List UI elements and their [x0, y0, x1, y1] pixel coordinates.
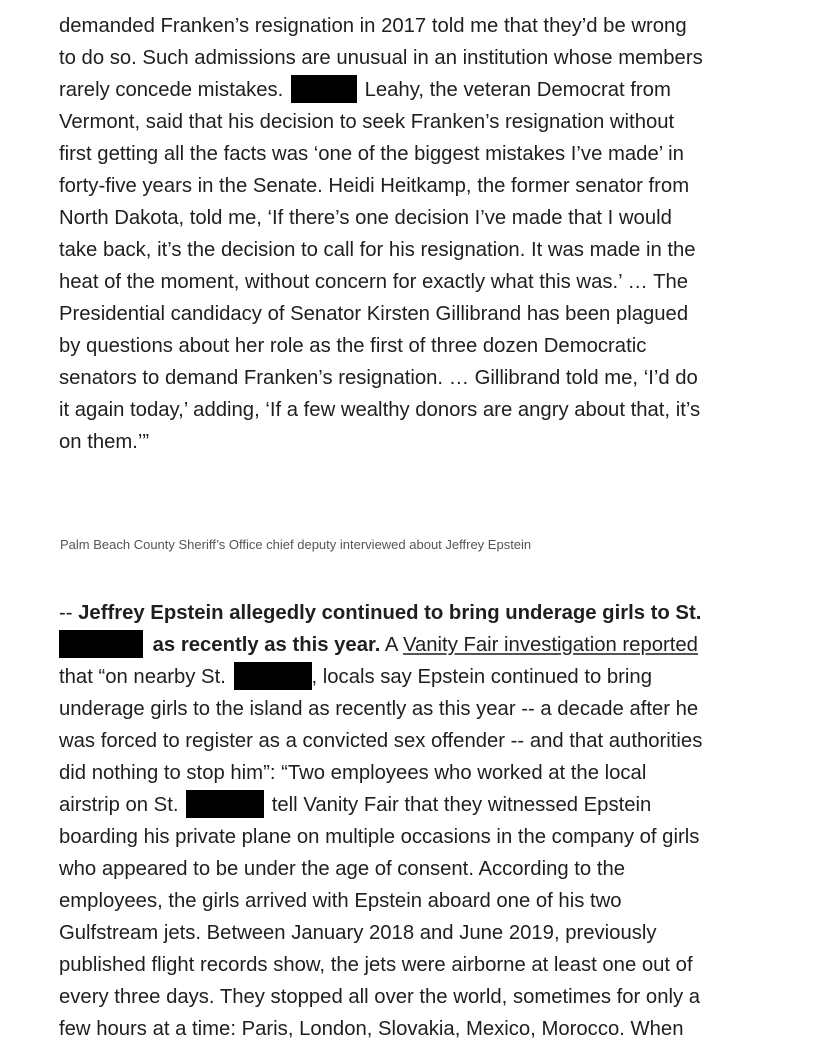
text-segment: Leahy, the veteran Democrat from [364, 79, 671, 101]
epstein-section [59, 597, 769, 1045]
text-line: to do so. Such admissions are unusual in an institution whose members [59, 47, 703, 69]
lead-text: A [384, 634, 398, 656]
text-line: published flight records show, the jets were airborne at least one out of [59, 954, 693, 976]
text-segment: , locals say Epstein continued to bring [311, 666, 652, 688]
text-line: North Dakota, told me, ‘If there’s one decision I’ve made that I would [59, 207, 672, 229]
text-line: senators to demand Franken’s resignation. … Gillibrand told me, ‘I’d do [59, 367, 698, 389]
text-line: every three days. They stopped all over the world, sometimes for only a [59, 986, 701, 1008]
text-line: was forced to register as a convicted sex offender -- and that authorities [59, 730, 703, 752]
headline-text: as recently as this year. [152, 634, 381, 656]
headline-line [59, 629, 769, 661]
text-line: it again today,’ adding, ‘If a few wealthy donors are angry about that, it’s [59, 399, 701, 421]
vanity-fair-link[interactable]: Vanity Fair investigation reported [402, 634, 698, 656]
text-line: take back, it’s the decision to call for his resignation. It was made in the [59, 239, 696, 261]
headline-line [59, 597, 769, 629]
redaction-box [186, 790, 264, 818]
text-line: first getting all the facts was ‘one of the biggest mistakes I’ve made’ in [59, 143, 684, 165]
text-line: did nothing to stop him”: “Two employees who worked at the local [59, 762, 647, 784]
text-line: who appeared to be under the age of consent. According to the [59, 858, 626, 880]
text-line: demanded Franken’s resignation in 2017 told me that they’d be wrong [59, 15, 687, 37]
headline-text: Jeffrey Epstein allegedly continued to bring underage girls to St. [78, 602, 702, 624]
redaction-box [291, 75, 357, 103]
text-segment: tell Vanity Fair that they witnessed Epstein [271, 794, 652, 816]
text-line [59, 661, 769, 693]
text-line [59, 789, 769, 821]
text-line: by questions about her role as the first of three dozen Democratic [59, 335, 647, 357]
text-line: few hours at a time: Paris, London, Slovakia, Mexico, Morocco. When [59, 1018, 684, 1040]
text-line: Presidential candidacy of Senator Kirsten Gillibrand has been plagued [59, 303, 689, 325]
text-line [59, 74, 769, 106]
quote-paragraph [59, 10, 769, 458]
text-line: boarding his private plane on multiple occasions in the company of girls [59, 826, 700, 848]
redaction-box [59, 630, 143, 658]
image-caption: Palm Beach County Sheriff’s Office chief deputy interviewed about Jeffrey Epstein [60, 537, 532, 552]
text-line: Vermont, said that his decision to seek Franken’s resignation without [59, 111, 675, 133]
text-line: heat of the moment, without concern for exactly what this was.’ … The [59, 271, 689, 293]
text-line: underage girls to the island as recently as this year -- a decade after he [59, 698, 699, 720]
dash-prefix: -- [59, 602, 73, 624]
text-line: forty-five years in the Senate. Heidi Heitkamp, the former senator from [59, 175, 690, 197]
text-segment: airstrip on St. [59, 794, 179, 816]
text-segment: rarely concede mistakes. [59, 79, 284, 101]
redaction-box [234, 662, 312, 690]
text-segment: that “on nearby St. [59, 666, 226, 688]
text-line: Gulfstream jets. Between January 2018 and June 2019, previously [59, 922, 657, 944]
text-line: on them.’” [59, 431, 150, 453]
text-line: employees, the girls arrived with Epstein aboard one of his two [59, 890, 622, 912]
